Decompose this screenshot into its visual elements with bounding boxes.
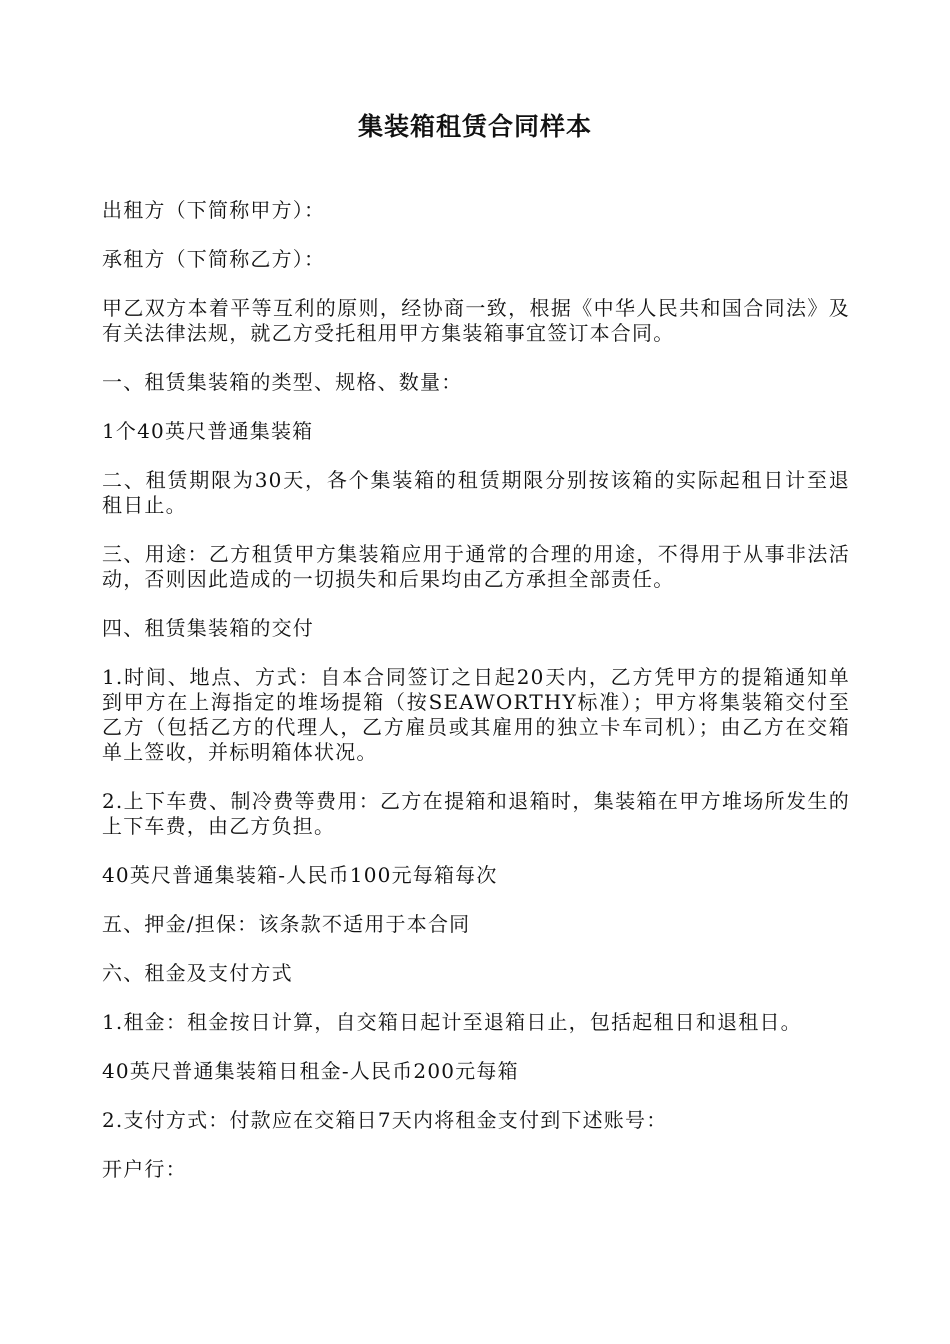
section-heading-delivery: 四、租赁集装箱的交付 — [102, 616, 314, 640]
section-usage: 三、用途：乙方租赁甲方集装箱应用于通常的合理的用途，不得用于从事非法活动，否则因此造成的一切损失和后果均由乙方承担全部责任。 — [102, 542, 850, 591]
daily-rent-line: 40英尺普通集装箱日租金-人民币200元每箱 — [102, 1059, 519, 1083]
handling-fee-line: 40英尺普通集装箱-人民币100元每箱每次 — [102, 863, 498, 887]
section-heading-rent-payment: 六、租金及支付方式 — [102, 961, 293, 985]
lessor-line: 出租方（下简称甲方）： — [102, 198, 326, 222]
bank-line: 开户行： — [102, 1157, 187, 1181]
delivery-clause-fees: 2.上下车费、制冷费等费用：乙方在提箱和退箱时，集装箱在甲方堆场所发生的上下车费，由乙方负担。 — [102, 789, 850, 838]
section-heading-type-spec: 一、租赁集装箱的类型、规格、数量： — [102, 370, 463, 394]
section-lease-term: 二、租赁期限为30天，各个集装箱的租赁期限分别按该箱的实际起租日计至退租日止。 — [102, 468, 850, 517]
rent-clause: 1.租金：租金按日计算，自交箱日起计至退箱日止，包括起租日和退租日。 — [102, 1010, 802, 1034]
document-body — [102, 198, 850, 1206]
document-title: 集装箱租赁合同样本 — [357, 112, 592, 141]
preamble-paragraph: 甲乙双方本着平等互利的原则，经协商一致，根据《中华人民共和国合同法》及有关法律法规，就乙方受托租用甲方集装箱事宜签订本合同。 — [102, 296, 850, 345]
lessee-line: 承租方（下简称乙方）： — [102, 247, 326, 271]
payment-method-clause: 2.支付方式：付款应在交箱日7天内将租金支付到下述账号： — [102, 1108, 668, 1132]
delivery-clause-time-place: 1.时间、地点、方式：自本合同签订之日起20天内，乙方凭甲方的提箱通知单到甲方在上海指定的堆场提箱（按SEAWORTHY标准）；甲方将集装箱交付至乙方（包括乙方的代理人，乙方雇员或其雇用的独立卡车司机）；由乙方在交箱单上签收，并标明箱体状况。 — [102, 665, 850, 764]
section-deposit: 五、押金/担保：该条款不适用于本合同 — [102, 912, 471, 936]
container-quantity-line: 1个40英尺普通集装箱 — [102, 419, 314, 443]
